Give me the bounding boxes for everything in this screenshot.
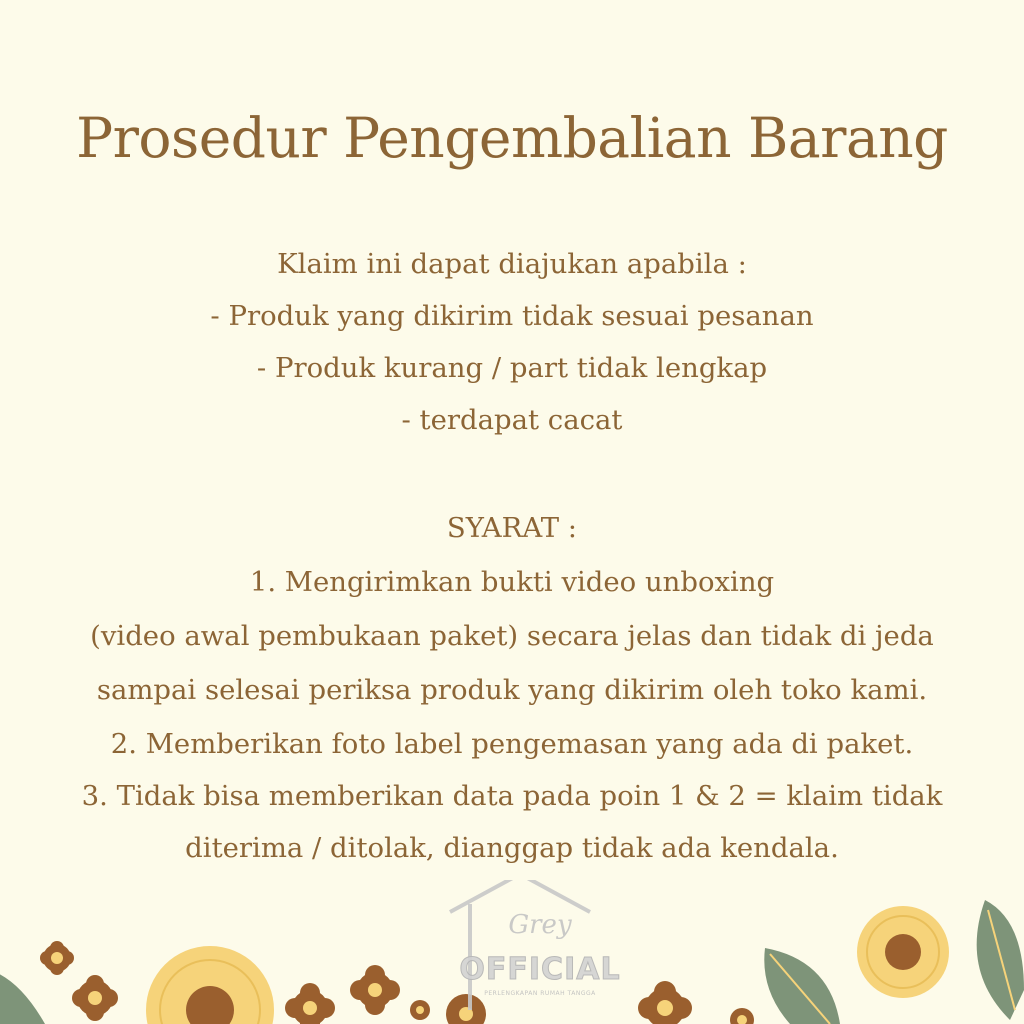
claim-item: - Produk kurang / part tidak lengkap bbox=[256, 352, 768, 384]
claim-item: - terdapat cacat bbox=[401, 404, 623, 436]
flower-icon bbox=[638, 981, 692, 1024]
watermark-script: Grey bbox=[508, 910, 572, 940]
terms-line: sampai selesai periksa produk yang dikirim oleh toko kami. bbox=[96, 674, 928, 706]
flower-icon bbox=[40, 941, 74, 975]
page-title: Prosedur Pengembalian Barang bbox=[76, 106, 948, 170]
watermark-brand: OFFICIAL bbox=[459, 952, 621, 987]
claim-item: - Produk yang dikirim tidak sesuai pesanan bbox=[210, 300, 814, 332]
terms-line: (video awal pembukaan paket) secara jelas dan tidak di jeda bbox=[90, 620, 934, 652]
leaf-icon bbox=[0, 970, 45, 1024]
terms-line: diterima / ditolak, dianggap tidak ada kendala. bbox=[185, 832, 839, 864]
terms-line: 3. Tidak bisa memberikan data pada poin 1 & 2 = klaim tidak bbox=[81, 780, 943, 812]
flower-icon bbox=[285, 983, 335, 1024]
sunflower-icon bbox=[857, 906, 949, 998]
leaf-icon bbox=[977, 900, 1024, 1020]
watermark-tagline: PERLENGKAPAN RUMAH TANGGA bbox=[484, 990, 596, 997]
flower-icon bbox=[446, 994, 486, 1024]
flower-icon bbox=[72, 975, 118, 1021]
leaf-icon bbox=[764, 948, 840, 1024]
sunflower-icon bbox=[146, 946, 274, 1024]
flower-icon bbox=[730, 1008, 754, 1024]
claim-intro: Klaim ini dapat diajukan apabila : bbox=[277, 248, 747, 280]
terms-heading: SYARAT : bbox=[446, 512, 578, 544]
terms-line: 2. Memberikan foto label pengemasan yang ada di paket. bbox=[110, 728, 914, 760]
terms-line: 1. Mengirimkan bukti video unboxing bbox=[249, 566, 775, 598]
flower-icon bbox=[410, 1000, 430, 1020]
flower-icon bbox=[350, 965, 400, 1015]
